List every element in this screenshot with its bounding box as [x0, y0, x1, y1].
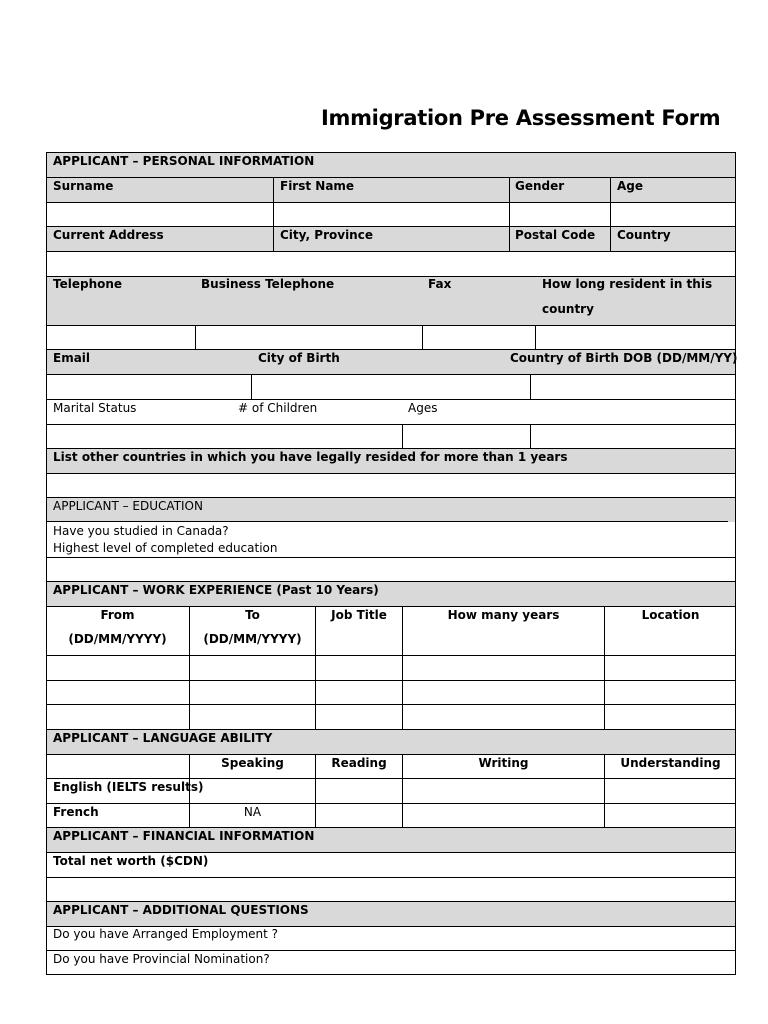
gender-field[interactable] — [510, 203, 610, 226]
highest-education-label: Highest level of completed education — [53, 541, 278, 555]
additional-section-header: APPLICANT – ADDITIONAL QUESTIONS — [53, 903, 309, 917]
postal-code-label: Postal Code — [515, 228, 596, 242]
marital-status-field[interactable] — [47, 425, 402, 448]
work-row[interactable] — [47, 656, 735, 680]
country-of-birth-dob-field[interactable] — [531, 375, 735, 399]
english-scores-row[interactable] — [190, 779, 735, 803]
fax-field[interactable] — [423, 326, 535, 349]
french-scores-row[interactable] — [316, 804, 735, 827]
work-from-header: From — [100, 608, 135, 622]
net-worth-label: Total net worth ($CDN) — [53, 854, 209, 868]
surname-label: Surname — [53, 179, 114, 193]
work-section-header: APPLICANT – WORK EXPERIENCE (Past 10 Years) — [53, 583, 379, 597]
city-of-birth-field[interactable] — [252, 375, 530, 399]
net-worth-field[interactable] — [47, 878, 735, 901]
other-countries-field[interactable] — [47, 474, 735, 497]
education-section-header: APPLICANT – EDUCATION — [53, 499, 203, 513]
age-label: Age — [617, 179, 644, 193]
age-field[interactable] — [611, 203, 735, 226]
telephone-label: Telephone — [53, 277, 123, 291]
work-to-header: To — [245, 608, 260, 622]
financial-section-header: APPLICANT – FINANCIAL INFORMATION — [53, 829, 315, 843]
first-name-field[interactable] — [274, 203, 509, 226]
language-section-header: APPLICANT – LANGUAGE ABILITY — [53, 731, 273, 745]
city-province-field[interactable] — [274, 252, 509, 276]
studied-in-canada-label: Have you studied in Canada? — [53, 524, 229, 538]
how-many-years-header: How many years — [447, 608, 560, 622]
work-to-format: (DD/MM/YYYY) — [203, 632, 302, 646]
surname-field[interactable] — [47, 203, 273, 226]
postal-code-field[interactable] — [510, 252, 610, 276]
understanding-header: Understanding — [620, 756, 721, 770]
education-answer-field[interactable] — [47, 558, 735, 581]
reading-header: Reading — [331, 756, 387, 770]
children-field[interactable] — [403, 425, 530, 448]
ages-field[interactable] — [531, 425, 735, 448]
marital-status-label: Marital Status — [53, 401, 137, 415]
current-address-field[interactable] — [47, 252, 273, 276]
speaking-header: Speaking — [221, 756, 284, 770]
fax-label: Fax — [428, 277, 452, 291]
english-label: English (IELTS results) — [53, 780, 204, 794]
form-title: Immigration Pre Assessment Form — [321, 106, 721, 130]
how-long-resident-label: How long resident in this — [542, 277, 713, 291]
email-field[interactable] — [47, 375, 251, 399]
location-header: Location — [641, 608, 700, 622]
business-telephone-label: Business Telephone — [201, 277, 335, 291]
country-of-birth-dob-label: Country of Birth DOB (DD/MM/YY) — [510, 351, 738, 365]
telephone-field[interactable] — [47, 326, 195, 349]
work-row[interactable] — [47, 681, 735, 704]
country-label: Country — [617, 228, 671, 242]
how-long-resident-label-line2: country — [542, 302, 594, 316]
other-countries-label: List other countries in which you have legally resided for more than 1 years — [53, 450, 568, 464]
french-speaking-value: NA — [243, 805, 262, 819]
first-name-label: First Name — [280, 179, 355, 193]
provincial-nomination-question[interactable]: Do you have Provincial Nomination? — [53, 952, 270, 966]
city-province-label: City, Province — [280, 228, 373, 242]
country-field[interactable] — [611, 252, 735, 276]
work-from-format: (DD/MM/YYYY) — [68, 632, 167, 646]
assessment-form — [46, 152, 736, 975]
french-label: French — [53, 805, 99, 819]
gender-label: Gender — [515, 179, 565, 193]
personal-section-header: APPLICANT – PERSONAL INFORMATION — [53, 154, 315, 168]
city-of-birth-label: City of Birth — [258, 351, 340, 365]
work-row[interactable] — [47, 705, 735, 729]
job-title-header: Job Title — [331, 608, 387, 622]
children-label: # of Children — [238, 401, 318, 415]
business-telephone-field[interactable] — [196, 326, 422, 349]
arranged-employment-question[interactable]: Do you have Arranged Employment ? — [53, 927, 279, 941]
resident-duration-field[interactable] — [536, 326, 735, 349]
email-label: Email — [53, 351, 91, 365]
current-address-label: Current Address — [53, 228, 164, 242]
writing-header: Writing — [478, 756, 529, 770]
ages-label: Ages — [408, 401, 438, 415]
